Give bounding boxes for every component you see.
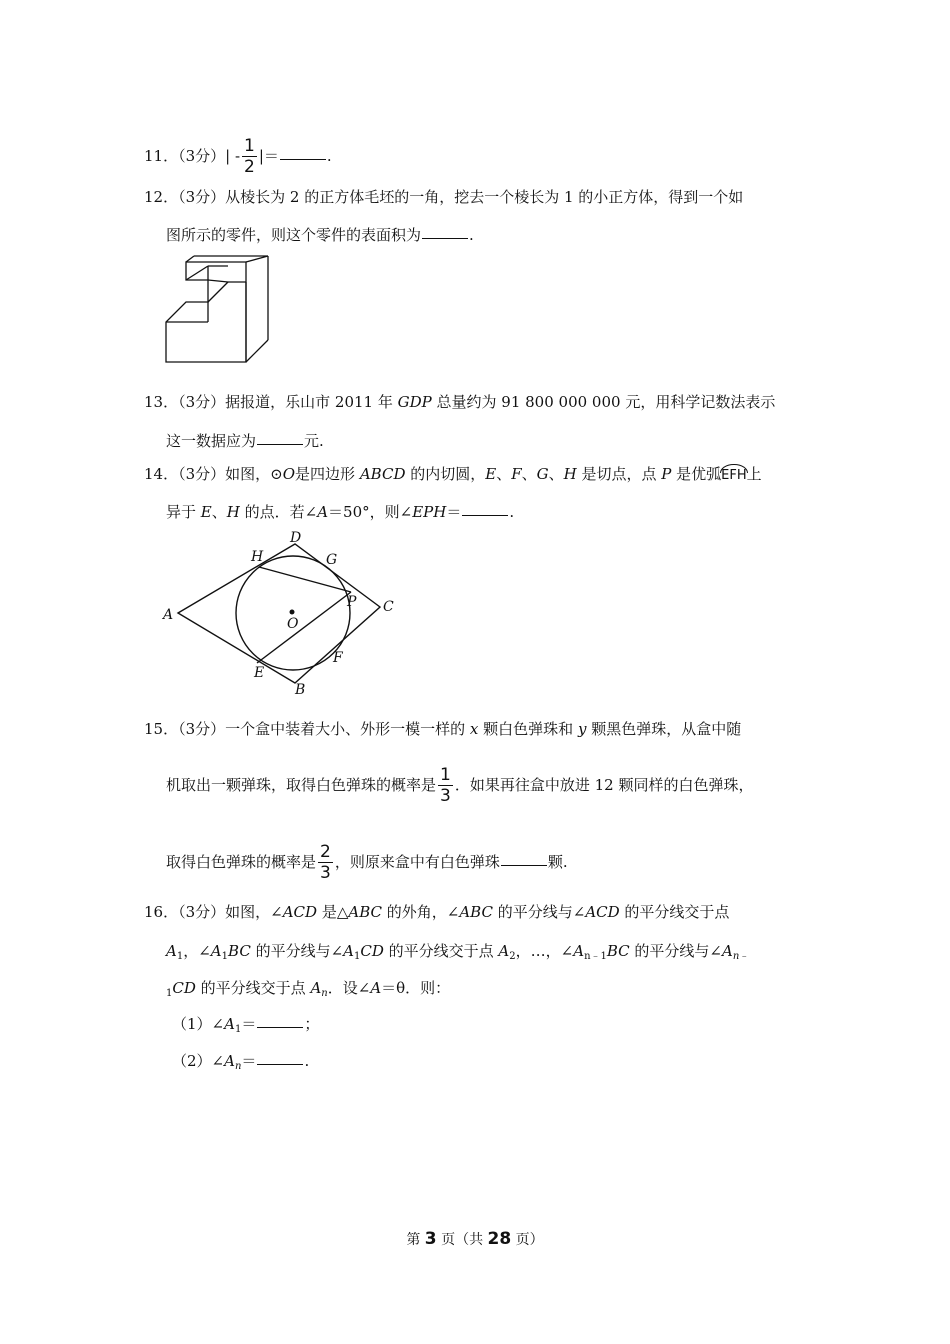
label-b: B (295, 682, 306, 698)
arc-efh: EFH (721, 464, 746, 483)
label-d: D (290, 530, 302, 546)
label-f: F (333, 650, 343, 666)
answer-blank (257, 443, 303, 445)
label-g: G (326, 552, 338, 568)
question-16-line3: $_1$CD 的平分线交于点 $A_n$．设∠A＝θ．则： (166, 979, 451, 999)
question-11: 11．（3分）| - $\frac{1}{2}$ |＝ . (144, 136, 332, 177)
label-c: C (383, 599, 394, 615)
figure-cube-part (160, 252, 275, 368)
label-h: H (251, 549, 264, 565)
question-12-line2: 图所示的零件，则这个零件的表面积为 . (166, 226, 474, 244)
question-16-line1: 16．（3分）如图，∠ACD 是△ABC 的外角，∠ABC 的平分线与∠ACD 的平分线交于点 (144, 903, 730, 921)
question-16-line2: $A_1$，$\angle A_1BC$ 的平分线与$\angle A_1CD$ 的平分线交于点 $A_2$，…，$\angle A_{n﹣1}BC$ 的平分线与$\angle A_{n﹣}$ (166, 942, 750, 962)
question-15-line3: 取得白色弹珠的概率是 $\frac{2}{3}$ ，则原来盒中有白色弹珠 颗. (166, 842, 568, 883)
question-13-line2: 这一数据应为 元. (166, 432, 324, 450)
question-16-part1: $(1)\angle A_1=$ ； (172, 1015, 320, 1035)
question-15-line2: 机取出一颗弹珠，取得白色弹珠的概率是 $\frac{1}{3}$ ．如果再往盒中放进 12 颗同样的白色弹珠， (166, 765, 754, 806)
answer-blank (501, 864, 547, 866)
question-15-line1: 15．（3分）一个盒中装着大小、外形一模一样的 x 颗白色弹珠和 y 颗黑色弹珠，从盒中随 (144, 720, 742, 738)
figure-incircle-quadrilateral (158, 524, 406, 700)
center-dot-o (290, 610, 295, 615)
answer-blank (257, 1063, 303, 1065)
answer-blank (280, 158, 326, 160)
page-footer: 第 3 页（共 28 页） (406, 1229, 544, 1249)
question-16-part2: $(2)\angle A_n=$ . (172, 1052, 310, 1072)
answer-blank (462, 514, 508, 516)
answer-blank (257, 1026, 303, 1028)
segment-hp (259, 567, 351, 592)
label-e: E (254, 665, 265, 681)
answer-blank (422, 237, 468, 239)
label-o: O (287, 616, 299, 632)
label-p: P (347, 594, 357, 610)
page-total: 28 (487, 1229, 512, 1249)
label-a: A (163, 607, 174, 623)
question-14-line1: 14．（3分）如图，⊙O是四边形 ABCD 的内切圆，E、F、G、H 是切点，点 P 是优弧EFH上 (144, 465, 762, 483)
question-13-line1: 13．（3分）据报道，乐山市 2011 年 GDP 总量约为 91 800 000 000 元，用科学记数法表示 (144, 393, 776, 411)
fraction-one-third: $\frac{1}{3}$ (440, 765, 451, 806)
question-12-line1: 12．（3分）从棱长为 2 的正方体毛坯的一角，挖去一个棱长为 1 的小正方体，得到一个如 (144, 188, 744, 206)
fraction-one-half: $\frac{1}{2}$ (244, 136, 255, 177)
fraction-two-thirds: $\frac{2}{3}$ (320, 842, 331, 883)
page-number: 3 (424, 1229, 437, 1249)
question-14-line2: 异于 E、H 的点．若∠A＝50°，则∠EPH＝ . (166, 503, 515, 521)
